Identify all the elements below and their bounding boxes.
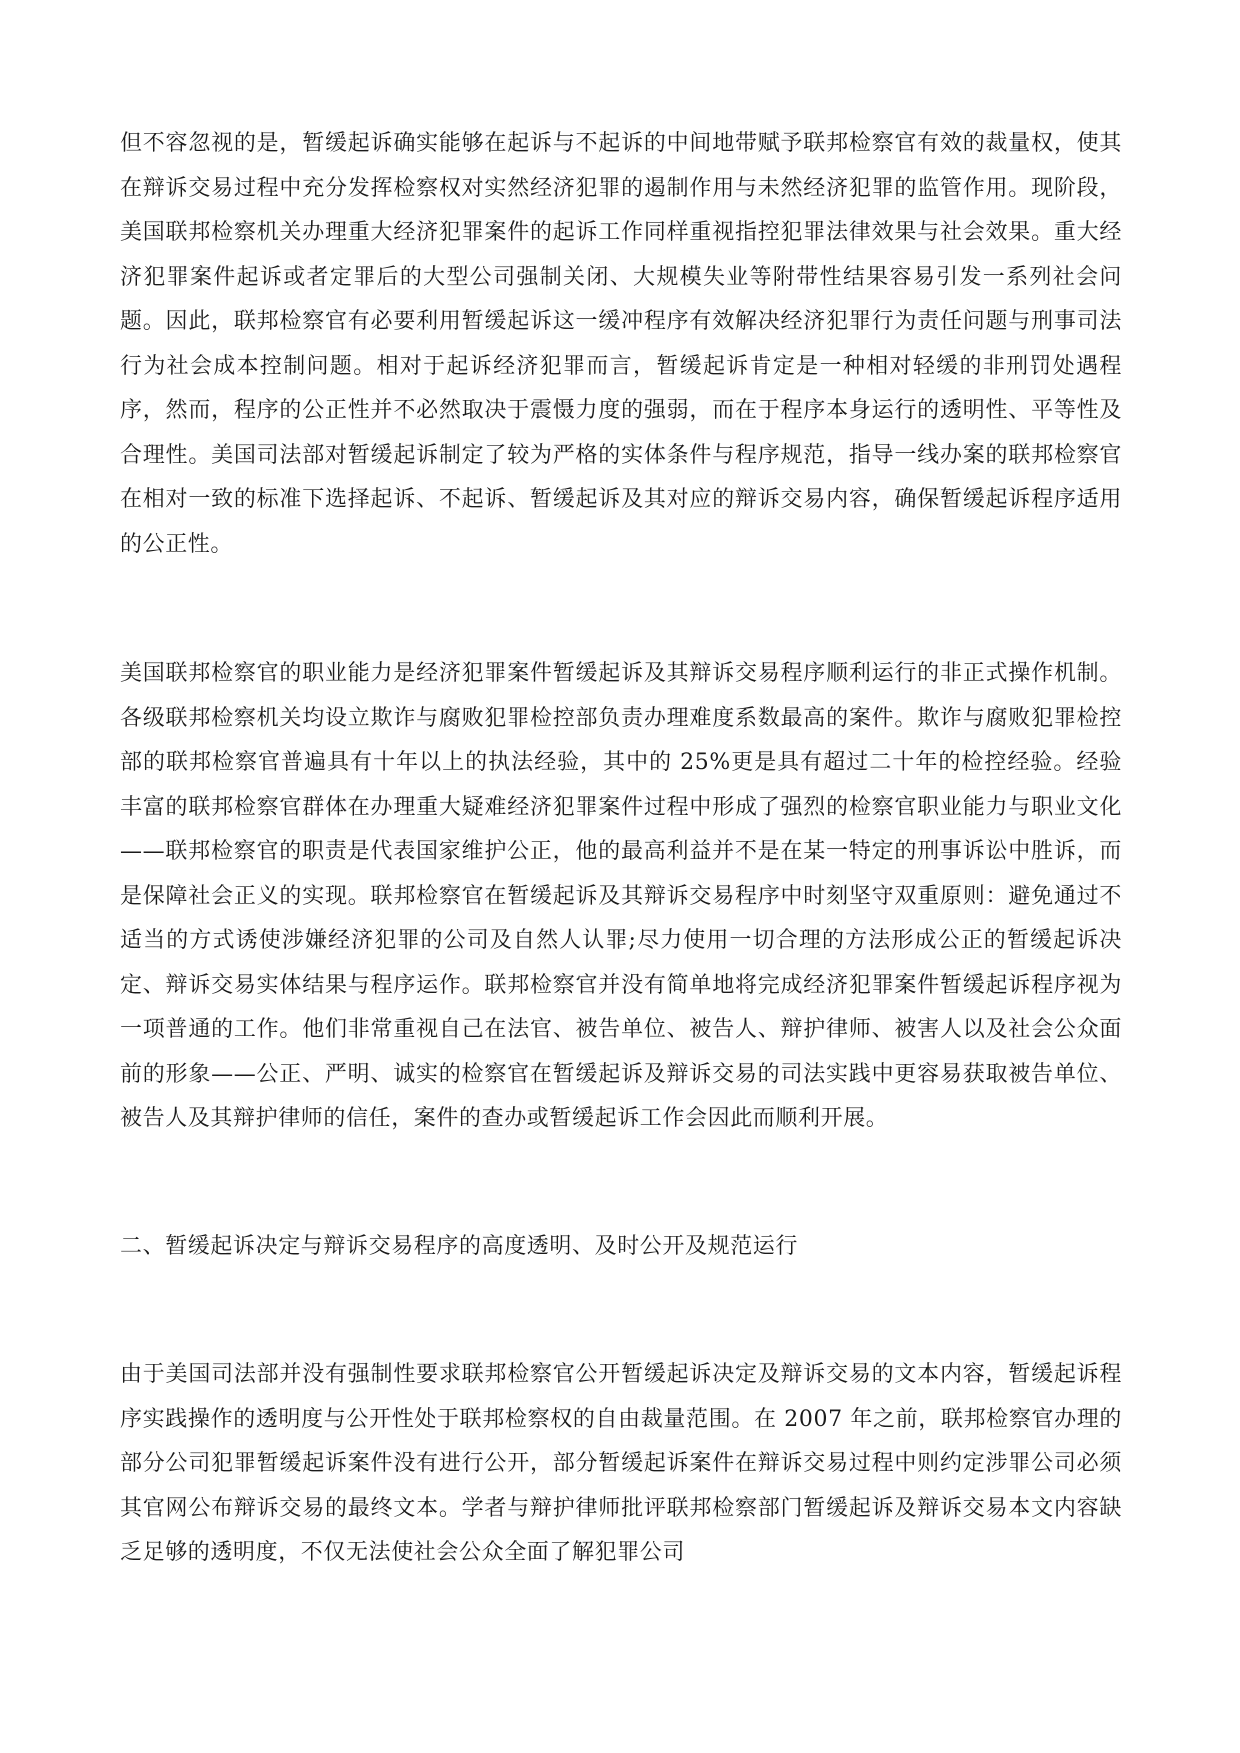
paragraph-1: 但不容忽视的是，暂缓起诉确实能够在起诉与不起诉的中间地带赋予联邦检察官有效的裁量权，使其在辩诉交易过程中充分发挥检察权对实然经济犯罪的遏制作用与未然经济犯罪的监管作用。现阶段，美国联邦检察机关办理重大经济犯罪案件的起诉工作同样重视指控犯罪法律效果与社会效果。重大经济犯罪案件起诉或者定罪后的大型公司强制关闭、大规模失业等附带性结果容易引发一系列社会问题。因此，联邦检察官有必要利用暂缓起诉这一缓冲程序有效解决经济犯罪行为责任问题与刑事司法行为社会成本控制问题。相对于起诉经济犯罪而言，暂缓起诉肯定是一种相对轻缓的非刑罚处遇程序，然而，程序的公正性并不必然取决于震慑力度的强弱，而在于程序本身运行的透明性、平等性及合理性。美国司法部对暂缓起诉制定了较为严格的实体条件与程序规范，指导一线办案的联邦检察官在相对一致的标准下选择起诉、不起诉、暂缓起诉及其对应的辩诉交易内容，确保暂缓起诉程序适用的公正性。 xyxy=(120,131,1122,557)
paragraph-3: 由于美国司法部并没有强制性要求联邦检察官公开暂缓起诉决定及辩诉交易的文本内容，暂缓起诉程序实践操作的透明度与公开性处于联邦检察权的自由裁量范围。在 2007 年之前，联邦检察官办理的部分公司犯罪暂缓起诉案件没有进行公开，部分暂缓起诉案件在辩诉交易过程中则约定涉罪公司必须其官网公布辩诉交易的最终文本。学者与辩护律师批评联邦检察部门暂缓起诉及辩诉交易本文内容缺乏足够的透明度，不仅无法使社会公众全面了解犯罪公司 xyxy=(120,1362,1122,1565)
paragraph-2: 美国联邦检察官的职业能力是经济犯罪案件暂缓起诉及其辩诉交易程序顺利运行的非正式操作机制。各级联邦检察机关均设立欺诈与腐败犯罪检控部负责办理难度系数最高的案件。欺诈与腐败犯罪检控部的联邦检察官普遍具有十年以上的执法经验，其中的 25%更是具有超过二十年的检控经验。经验丰富的联邦检察官群体在办理重大疑难经济犯罪案件过程中形成了强烈的检察官职业能力与职业文化——联邦检察官的职责是代表国家维护公正，他的最高利益并不是在某一特定的刑事诉讼中胜诉，而是保障社会正义的实现。联邦检察官在暂缓起诉及其辩诉交易程序中时刻坚守双重原则：避免通过不适当的方式诱使涉嫌经济犯罪的公司及自然人认罪;尽力使用一切合理的方法形成公正的暂缓起诉决定、辩诉交易实体结果与程序运作。联邦检察官并没有简单地将完成经济犯罪案件暂缓起诉程序视为一项普通的工作。他们非常重视自己在法官、被告单位、被告人、辩护律师、被害人以及社会公众面前的形象——公正、严明、诚实的检察官在暂缓起诉及辩诉交易的司法实践中更容易获取被告单位、被告人及其辩护律师的信任，案件的查办或暂缓起诉工作会因此而顺利开展。 xyxy=(120,661,1122,1131)
section-heading: 二、暂缓起诉决定与辩诉交易程序的高度透明、及时公开及规范运行 xyxy=(120,1234,799,1259)
